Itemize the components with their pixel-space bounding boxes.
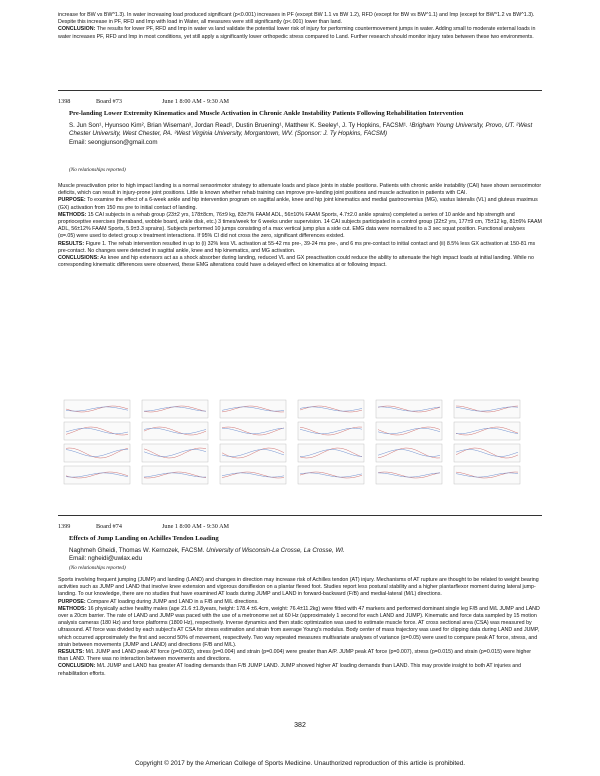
page-number: 382 [294, 722, 306, 729]
no-relationships-note: (No relationships reported) [69, 167, 126, 173]
conclusion-label: CONCLUSION: [58, 26, 96, 33]
affiliations: ¹Brigham Young University, Provo, UT. ²West Chester University, West Chester, PA. ³West Virginia University, Morgantown, WV. (Sponsor: J. Ty Hopkins, FACSM) [69, 122, 533, 138]
top-abstract-line: increase for BW vs BW^1.3). In water increasing load produced significant (p<0.001) increases in PF (except BW 1.1 vs BW 1.2), RFD (except for BW vs BW^1.1) and Imp (except for BW^1.2 vs BW^1.3). Despite this increase in PF, RFD and Imp with load in Water, all measures were still significantly (p<.001) lower than land. [58, 12, 535, 26]
purpose-text: To examine the effect of a 6-week ankle and hip intervention program on sagittal ankle, knee and hip joint kinematics and medial gastrocnemius (MG), vastus lateralis (VL) and gluteus maximus (GX) activation from 150 ms pre to initial contact of landing. [58, 197, 538, 211]
section-divider [58, 515, 542, 516]
figure-panel [454, 400, 520, 418]
results-label: RESULTS: [58, 649, 85, 656]
methods-label: METHODS: [58, 211, 87, 218]
figure-panel [142, 466, 208, 484]
figure-panel [298, 444, 364, 462]
figure-panel [220, 422, 286, 440]
purpose-label: PURPOSE: [58, 598, 86, 605]
contact-email: Email: seongjunson@gmail.com [69, 138, 158, 146]
figure-panel [376, 422, 442, 440]
author-block [69, 547, 539, 564]
figure-panel [376, 444, 442, 462]
purpose-label: PURPOSE: [58, 197, 86, 204]
figure-panel [220, 466, 286, 484]
methods-text: 15 CAI subjects in a rehab group (23±2 yrs, 178±8cm, 76±9 kg, 83±7% FAAM ADL, 56±10% FAAM Sports, 4.7±2.0 ankle sprains) completed a series of 10 ankle and hip strength and proprioceptive exercises (theraband, wobble board, ankle disk, etc.) 3 times/week for 6 weeks under supervision. 14 CAI subjects participated in a control group (22±2 yrs, 177±9 cm, 75±12 kg, 81±6% FAAM ADL, 56±12% FAAM Sports, 5.9±3.3 sprains). Subjects performed 10 jumps consisting of a max vertical jump plus a side cut. EMG data were normalized to a 3 sec squat position. Functional analyses (α=.05) were used to detect group x treatment interactions. If 95% CI did not cross the zero, significant differences existed. [58, 211, 542, 240]
conclusion-text: The results for lower PF, RFD and Imp in water vs land validate the potential lower risk of injury for performing countermovement jumps in water. Adding small to moderate external loads in water increases PF, RFD and Imp in most conditions, yet still apply a significantly lower orthopedic stress compared to Land. Further research should monitor injury rates between these two environments. [58, 26, 536, 40]
figure-panel [298, 400, 364, 418]
authors: S. Jun Son¹, Hyunsoo Kim², Brian Wiseman³, Jordan Read¹, Dustin Bruening¹, Matthew K. Seeley¹, J. Ty Hopkins, FACSM¹. [69, 122, 408, 129]
conclusions-text: As knee and hip extensors act as a shock absorber during landing, reduced VL and GX preactivation could reduce the ability to attenuate the high impact loads at initial landing. While no corresponding kinematic differences were observed, these EMG alterations could have a delayed effect on kinematics at or following impact. [58, 255, 534, 269]
abstract-body [58, 577, 542, 678]
intro-text: Muscle preactivation prior to high impact landing is a normal sensorimotor strategy to attenuate loads and place joints in stable positions. Patients with chronic ankle instability (CAI) have shown sensorimotor deficits, which can result in injury-prone joint positions. Little is known whether rehab training can improve pre-landing joint positions and muscle activation in patients with CAI. [58, 183, 542, 197]
results-text: M/L JUMP and LAND peak AT force (p=0.002), stress (p=0.004) and strain (p=0.004) were greater than A/P. JUMP peak AT force (p=0.007), stress (p=0.015) and strain (p=0.015) were higher than LAND. There was no interaction between movements and directions. [58, 649, 532, 663]
figure-panel [64, 444, 130, 462]
session-time: June 1 8:00 AM - 9:30 AM [162, 523, 230, 530]
abstract-body [58, 183, 542, 269]
figure-panel [142, 400, 208, 418]
figure-panel [142, 444, 208, 462]
abstract-title: Pre-landing Lower Extremity Kinematics and Muscle Activation in Chronic Ankle Instability Patients Following Rehabilitation Intervention [69, 110, 464, 117]
affiliations: University of Wisconsin-La Crosse, La Crosse, WI. [206, 547, 345, 554]
abstract-title: Effects of Jump Landing on Achilles Tendon Loading [69, 535, 219, 542]
conclusion-text: M/L JUMP and LAND has greater AT loading demands than F/B JUMP LAND. JUMP showed higher AT loading demands than LAND. This may provide insight to both AT injuries and rehabilitation efforts. [58, 663, 522, 677]
figure-panel [454, 422, 520, 440]
figure-panel [298, 422, 364, 440]
section-divider [58, 90, 542, 91]
body-text [58, 183, 542, 269]
intro-text: Sports involving frequent jumping (JUMP) and landing (LAND) and changes in direction may increase risk of Achilles tendon (AT) injury. Mechanisms of AT rupture are thought to be related to weight bearing activities such as JUMP and LAND that involve knee extension and vigorous dorsiflexion on a plantar flexed foot. Studies report less postural stability and a higher plantarflexor moment during lateral jump-landing. To our knowledge, there are no studies that have examined AT loads during JUMP and LAND in forward-backward (F/B) and medial-lateral (M/L) directions. [58, 577, 539, 598]
conclusions-label: CONCLUSIONS: [58, 255, 99, 262]
results-label: RESULTS: [58, 240, 85, 247]
authors: Naghmeh Gheidi, Thomas W. Kernozek, FACSM. [69, 547, 205, 554]
methods-text: 16 physically active healthy males (age 21.6 ±1.8years, height: 178.4 ±6.4cm, weight: 76.4±11.2kg) were fitted with 47 markers and performed dominant single leg F/B and M/L JUMP and LAND over a 20cm barrier. The rate of LAND and JUMP was paced with the use of a metronome set at 60 Hz (approximately 1 second for each LAND and JUMP). Kinematic and force data sampled by 15 motion analysis cameras (180 Hz) and force platforms (1800 Hz), respectively. Inverse dynamics and then static optimization was used to estimate muscle force. AT cross sectional area (CSA) was measured by ultrasound. AT force was divided by each subject's AT CSA for stress estimation and strain from average Young's modulus. Body center of mass trajectory was used for clipping data during LAND and JUMP, which occurred approximately the first and second 50% of movement, respectively. Two way repeated measures multivariate analyses of variance (α=0.05) were used to compare peak AT force, stress, and strain between movements (JUMP and LAND) and directions (F/B and M/L). [58, 605, 540, 648]
conclusion-label: CONCLUSION: [58, 663, 96, 670]
board-number: Board #73 [96, 98, 122, 105]
board-number: Board #74 [96, 523, 122, 530]
top-abstract-text [58, 12, 542, 41]
figure-panel-grid [64, 400, 520, 484]
figure-graphs [58, 398, 542, 490]
body-text [58, 577, 542, 678]
purpose-text: Compare AT loading during JUMP and LAND in a F/B and M/L directions. [87, 598, 259, 605]
author-block [69, 122, 539, 147]
figure-panel [376, 400, 442, 418]
no-relationships-note: (No relationships reported) [69, 565, 126, 571]
figure-panel [220, 400, 286, 418]
results-text: Figure 1. The rehab intervention resulted in up to (i) 32% less VL activation at 55-42 ms pre-, 39-24 ms pre-, and 6 ms pre-contact to initial contact and (ii) 8.5% less GX activation at 150-81 ms pre-contact. No changes were detected in sagittal ankle, knee and hip kinematics, and MG activation. [58, 240, 536, 254]
session-time: June 1 8:00 AM - 9:30 AM [162, 98, 230, 105]
figure-panel [64, 422, 130, 440]
copyright-footer: Copyright © 2017 by the American College of Sports Medicine. Unauthorized reproduction of this article is prohibited. [134, 760, 466, 767]
figure-1 [58, 398, 542, 490]
abstract-number: 1398 [58, 98, 71, 105]
contact-email: Email: ngheidi@uwlax.edu [69, 555, 143, 563]
methods-label: METHODS: [58, 605, 87, 612]
top-abstract [58, 12, 542, 41]
abstract-number: 1399 [58, 523, 71, 530]
figure-panel [454, 444, 520, 462]
